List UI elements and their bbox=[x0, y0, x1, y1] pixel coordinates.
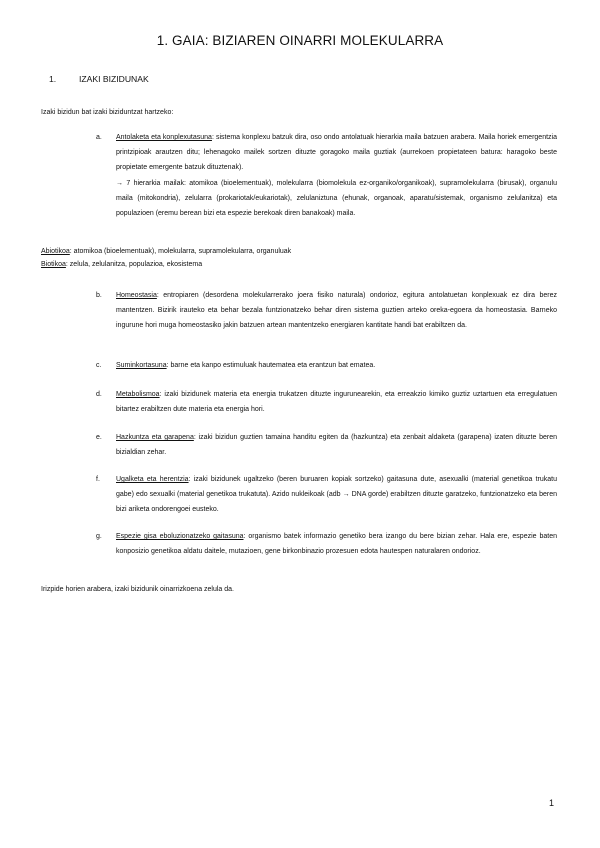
list-item bbox=[96, 430, 557, 460]
page-number: 1 bbox=[549, 798, 555, 808]
list-item bbox=[96, 130, 557, 221]
definition-text: : zelula, zelulanitza, populazioa, ekosistema bbox=[65, 260, 203, 268]
list-item-term: Antolaketa eta konplexutasuna bbox=[116, 134, 212, 141]
definition-term: Biotikoa bbox=[41, 260, 66, 268]
definition-biotic bbox=[41, 259, 291, 272]
list-item-label: e. bbox=[96, 434, 102, 441]
list-item-label: f. bbox=[96, 476, 100, 483]
definition-term: Abiotikoa bbox=[41, 248, 70, 255]
list-item-term: Metabolismoa bbox=[116, 391, 160, 398]
list-item-text: : izaki bizidunek materia eta energia trukatzen dituzte ingurunearekin, eta erreakzio kimiko guztiz uztartuen eta erregulatuen bitartez erabiltzen dute materia eta energia hori. bbox=[116, 391, 557, 414]
list-item-text: : izaki bizidun guztien tamaina handitu egiten da (hazkuntza) eta zenbait aldaketa (garapena) izaten dituzte beren bizialdian zehar. bbox=[116, 434, 557, 457]
list-item-text: : sistema konplexu batzuk dira, oso ondo antolatuak hierarkia maila batzuen arabera. Maila horiek emergentzia printzipioak arautzen ditu; lehenagoko mailek sortzen dituzte goragoko maila guztiak (aurrekoen propietateen batura: haragoko beste propietate emergente batzuk dituztenak). bbox=[116, 134, 557, 172]
section-heading-text: IZAKI BIZIDUNAK bbox=[79, 74, 149, 84]
page-title: 1. GAIA: BIZIAREN OINARRI MOLEKULARRA bbox=[156, 33, 444, 48]
list-item-text: : barne eta kanpo estimuluak hautematea eta erantzun bat ematea. bbox=[166, 362, 376, 369]
list-item bbox=[96, 472, 557, 518]
list-item-label: c. bbox=[96, 362, 102, 369]
list-item bbox=[96, 387, 557, 417]
list-item-label: a. bbox=[96, 134, 102, 141]
list-item-term: Ugalketa eta herentzia bbox=[116, 476, 189, 483]
list-item-term: Suminkortasuna bbox=[116, 362, 167, 369]
list-item-label: b. bbox=[96, 292, 102, 299]
list-item-text: : organismo batek informazio genetiko bera izango du bere bizian zehar. Hala ere, espezie baten konposizio genetikoa aldatu daitele, mutazioen, gene birkonbinazio prozesuen edota hautespen naturalaren ondorioz. bbox=[116, 533, 557, 556]
list-item-text: : izaki bizidunek ugaltzeko (beren buruaren kopiak sortzeko) gaitasuna dute, asexualki (material genetikoa trukatu gabe) edo sexualki (material genetikoa trukatuta). Azido nukleikoak (adb → DNA gorde) erabiltzen dituzte garatzeko, funtzionatzeko eta beren bizi ariketa ondorengoei eusteko. bbox=[116, 476, 557, 514]
list-item-term: Espezie gisa eboluzionatzeko gaitasuna bbox=[116, 533, 244, 540]
section-number: 1. bbox=[49, 74, 57, 84]
definition-text: : atomikoa (bioelementuak), molekularra, supramolekularra, organuluak bbox=[69, 248, 292, 255]
list-item-term: Homeostasia bbox=[116, 292, 157, 299]
intro-paragraph: Izaki bizidun bat izaki biziduntzat hartzeko: bbox=[41, 109, 174, 116]
list-item-text-hierarchy: → 7 hierarkia mailak: atomikoa (bioelementuak), molekularra (biomolekula ez-organiko/organikoak), supramolekularra (birusak), organulu maila (mitokondria), zelularra (prokariotak/eukariotak), zelulaniztuna (ehunak, organoak, aparatu/sistemak, organismo zelulanitza) eta populazioen (eremu berean bizi eta espezie berekoak diren banakoak) maila. bbox=[116, 179, 557, 218]
section-heading bbox=[49, 74, 149, 84]
list-item-term: Hazkuntza eta garapena bbox=[116, 434, 194, 441]
list-item-label: g. bbox=[96, 533, 102, 540]
list-item-text: : entropiaren (desordena molekularrerako joera fisiko naturala) ondorioz, egitura antolatuetan konplexuak ez dira berez mantentzen. Bizirik irauteko eta behar bezala funtzionatzeko behar diren sistema guztien arteko oreka-egoera da homeostasia. Barneko ingurune hori muga homeostasiko jakin batzuen artean mantentzeko energiaren kantitate handi bat erabiltzen da. bbox=[116, 292, 557, 330]
definitions-block bbox=[41, 246, 291, 271]
list-item bbox=[96, 529, 557, 559]
list-item bbox=[96, 288, 557, 334]
list-item bbox=[96, 358, 557, 373]
definition-abiotic bbox=[41, 246, 291, 259]
list-item-label: d. bbox=[96, 391, 102, 398]
conclusion-paragraph: Irizpide horien arabera, izaki bizidunik oinarrizkoena zelula da. bbox=[41, 586, 234, 593]
